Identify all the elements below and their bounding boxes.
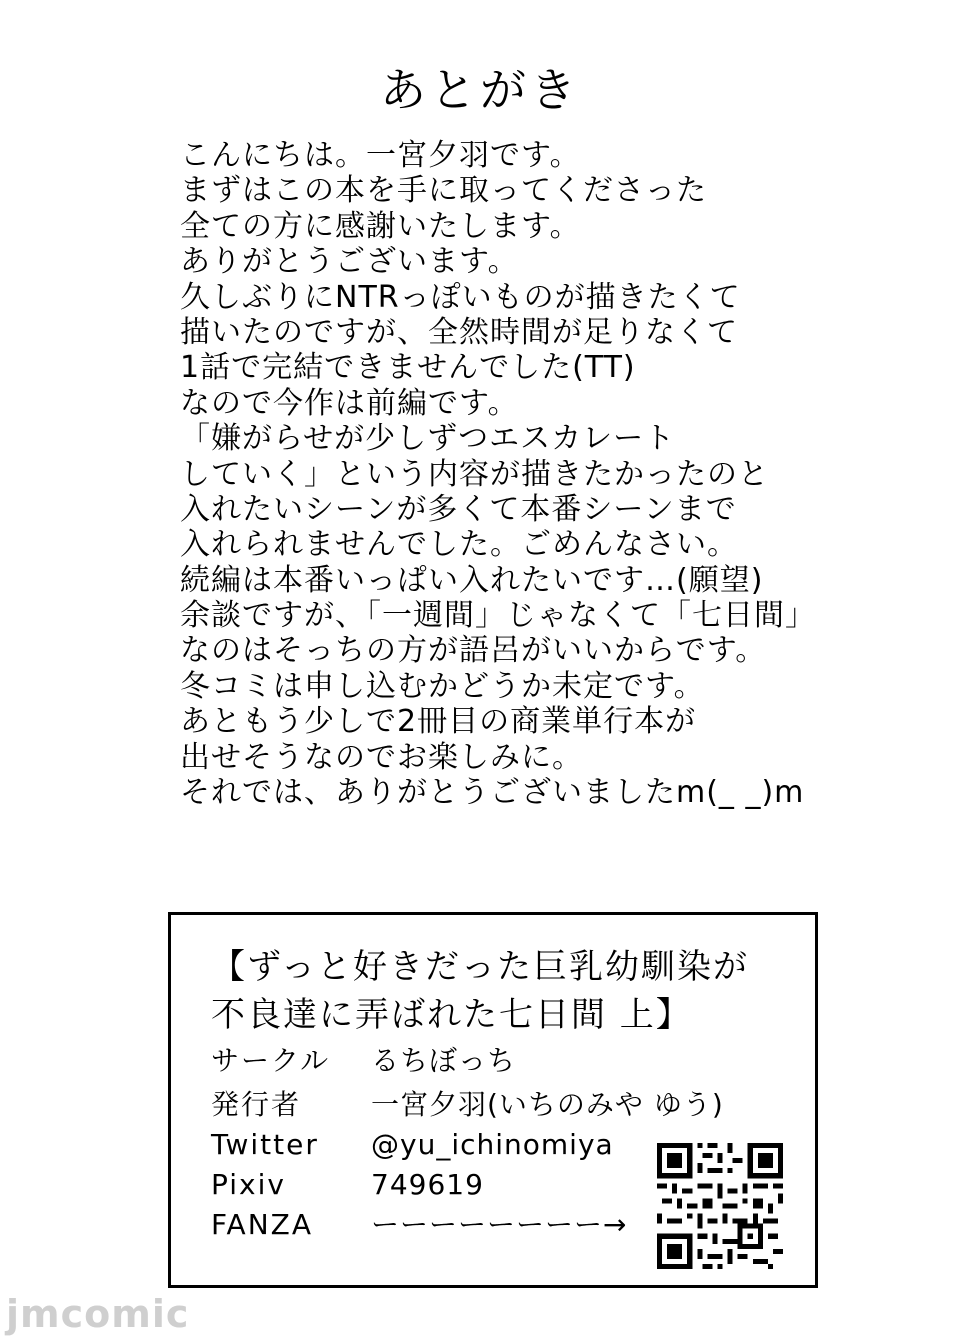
info-row-publisher	[211, 1087, 724, 1123]
info-value: ーーーーーーーー→	[371, 1208, 628, 1241]
info-key: Pixiv	[211, 1168, 286, 1201]
text-line: まずはこの本を手に取ってくださった	[180, 173, 707, 209]
work-title-line-1: 【ずっと好きだった巨乳幼馴染が	[211, 947, 749, 987]
text-line: 全ての方に感謝いたします。	[180, 208, 581, 244]
info-key: 発行者	[211, 1088, 302, 1121]
work-title-line-2: 不良達に弄ばれた七日間 上】	[211, 995, 692, 1035]
info-value: @yu_ichinomiya	[371, 1128, 614, 1161]
text-line: していく」という内容が描きたかったのと	[180, 456, 769, 492]
text-line: 「嫌がらせが少しずつエスカレート	[180, 421, 676, 457]
text-line: なのはそっちの方が語呂がいいからです。	[180, 633, 767, 669]
info-value: 一宮夕羽(いちのみや ゆう)	[371, 1088, 724, 1121]
work-title	[211, 943, 811, 1039]
text-line: 出せそうなのでお楽しみに。	[180, 739, 583, 775]
info-row-circle	[211, 1043, 516, 1079]
text-line: なので今作は前編です。	[180, 385, 519, 421]
text-line: 描いたのですが、全然時間が足りなくて	[180, 314, 738, 350]
text-line: 冬コミは申し込むかどうか未定です。	[180, 668, 705, 704]
info-key: サークル	[211, 1044, 331, 1077]
text-line: 久しぶりにNTRっぽいものが描きたくて	[180, 279, 741, 315]
text-line: 1話で完結できませんでした(TT)	[180, 350, 636, 386]
info-key: Twitter	[211, 1128, 319, 1161]
text-line: 続編は本番いっぱい入れたいです…(願望)	[180, 562, 764, 598]
info-key: FANZA	[211, 1208, 313, 1241]
text-line: こんにちは。一宮夕羽です。	[180, 138, 581, 173]
info-value: 749619	[371, 1168, 484, 1201]
watermark-logo: jmcomic	[6, 1292, 190, 1336]
publication-info-box	[168, 912, 818, 1288]
page-title: あとがき	[380, 63, 580, 117]
text-line: 入れたいシーンが多くて本番シーンまで	[180, 491, 737, 527]
qr-code-icon[interactable]	[657, 1143, 783, 1269]
text-line: あともう少しで2冊目の商業単行本が	[180, 704, 697, 740]
info-value: るちぼっち	[371, 1044, 517, 1077]
info-row-twitter	[211, 1127, 614, 1163]
text-line: ありがとうございます。	[180, 244, 519, 280]
afterword-text	[180, 138, 840, 810]
info-row-pixiv	[211, 1167, 484, 1203]
text-line: 入れられませんでした。ごめんなさい。	[180, 527, 738, 563]
text-line: 余談ですが、「一週間」じゃなくて「七日間」	[180, 598, 816, 634]
text-line: それでは、ありがとうございましたm(_ _)m	[180, 775, 805, 811]
info-row-fanza	[211, 1207, 627, 1243]
